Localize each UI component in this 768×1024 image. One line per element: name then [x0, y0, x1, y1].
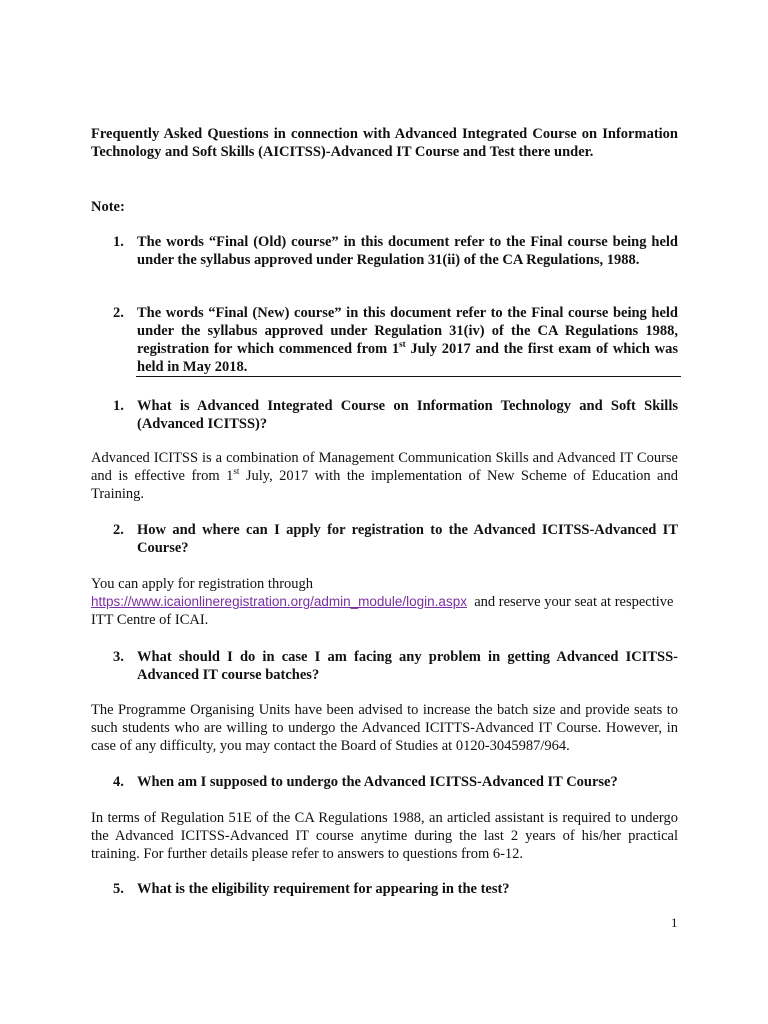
question-number: 4. [113, 774, 124, 790]
note-label: Note: [91, 199, 125, 215]
answer-text: The Programme Organising Units have been advised to increase the batch size and provide seats to such students who are willing to undergo the Advanced ICITTS-Advanced IT Course. However, in case of any difficulty, you may contact the Board of Studies at 0120-3045987/964. [91, 702, 678, 754]
question-item [91, 397, 678, 433]
note-number: 2. [113, 305, 124, 321]
question-text: What is Advanced Integrated Course on Information Technology and Soft Skills (Advanced ICITSS)? [137, 398, 678, 432]
note-text: The words “Final (New) course” in this document refer to the Final course being held under the syllabus approved under Regulation 31(iv) of the CA Regulations 1988, registration for which commenced from 1st July 2017 and the first exam of which was held in May 2018. [137, 305, 678, 375]
note-text: The words “Final (Old) course” in this document refer to the Final course being held under the syllabus approved under Regulation 31(ii) of the CA Regulations, 1988. [137, 234, 678, 268]
section-divider [136, 376, 681, 377]
page-number: 1 [671, 915, 678, 930]
question-text: When am I supposed to undergo the Advanced ICITSS-Advanced IT Course? [137, 774, 618, 790]
question-text: How and where can I apply for registration to the Advanced ICITSS-Advanced IT Course? [137, 522, 678, 556]
question-number: 3. [113, 649, 124, 665]
question-item [91, 521, 678, 557]
question-item [91, 773, 678, 791]
answer-text: Advanced ICITSS is a combination of Management Communication Skills and Advanced IT Course and is effective from 1st July, 2017 with the implementation of New Scheme of Education and Training. [91, 450, 678, 502]
registration-link[interactable]: https://www.icaionlineregistration.org/admin_module/login.aspx [91, 594, 467, 609]
question-number: 2. [113, 522, 124, 538]
answer-text: You can apply for registration through https://www.icaionlineregistration.org/admin_module/login.aspx and reserve your seat at respective ITT Centre of ICAI. [91, 576, 674, 628]
question-number: 5. [113, 881, 124, 897]
question-number: 1. [113, 398, 124, 414]
document-title: Frequently Asked Questions in connection with Advanced Integrated Course on Information Technology and Soft Skills (AICITSS)-Advanced IT Course and Test there under. [91, 126, 678, 160]
answer-text: In terms of Regulation 51E of the CA Regulations 1988, an articled assistant is required to undergo the Advanced ICITSS-Advanced IT course anytime during the last 2 years of his/her practical training. For further details please refer to answers to questions from 6-12. [91, 810, 678, 862]
note-number: 1. [113, 234, 124, 250]
question-text: What should I do in case I am facing any problem in getting Advanced ICITSS-Advanced IT course batches? [137, 649, 678, 683]
question-text: What is the eligibility requirement for appearing in the test? [137, 881, 510, 897]
note-item [91, 304, 678, 376]
question-item [91, 648, 678, 684]
question-item [91, 880, 678, 898]
note-item [91, 233, 678, 269]
